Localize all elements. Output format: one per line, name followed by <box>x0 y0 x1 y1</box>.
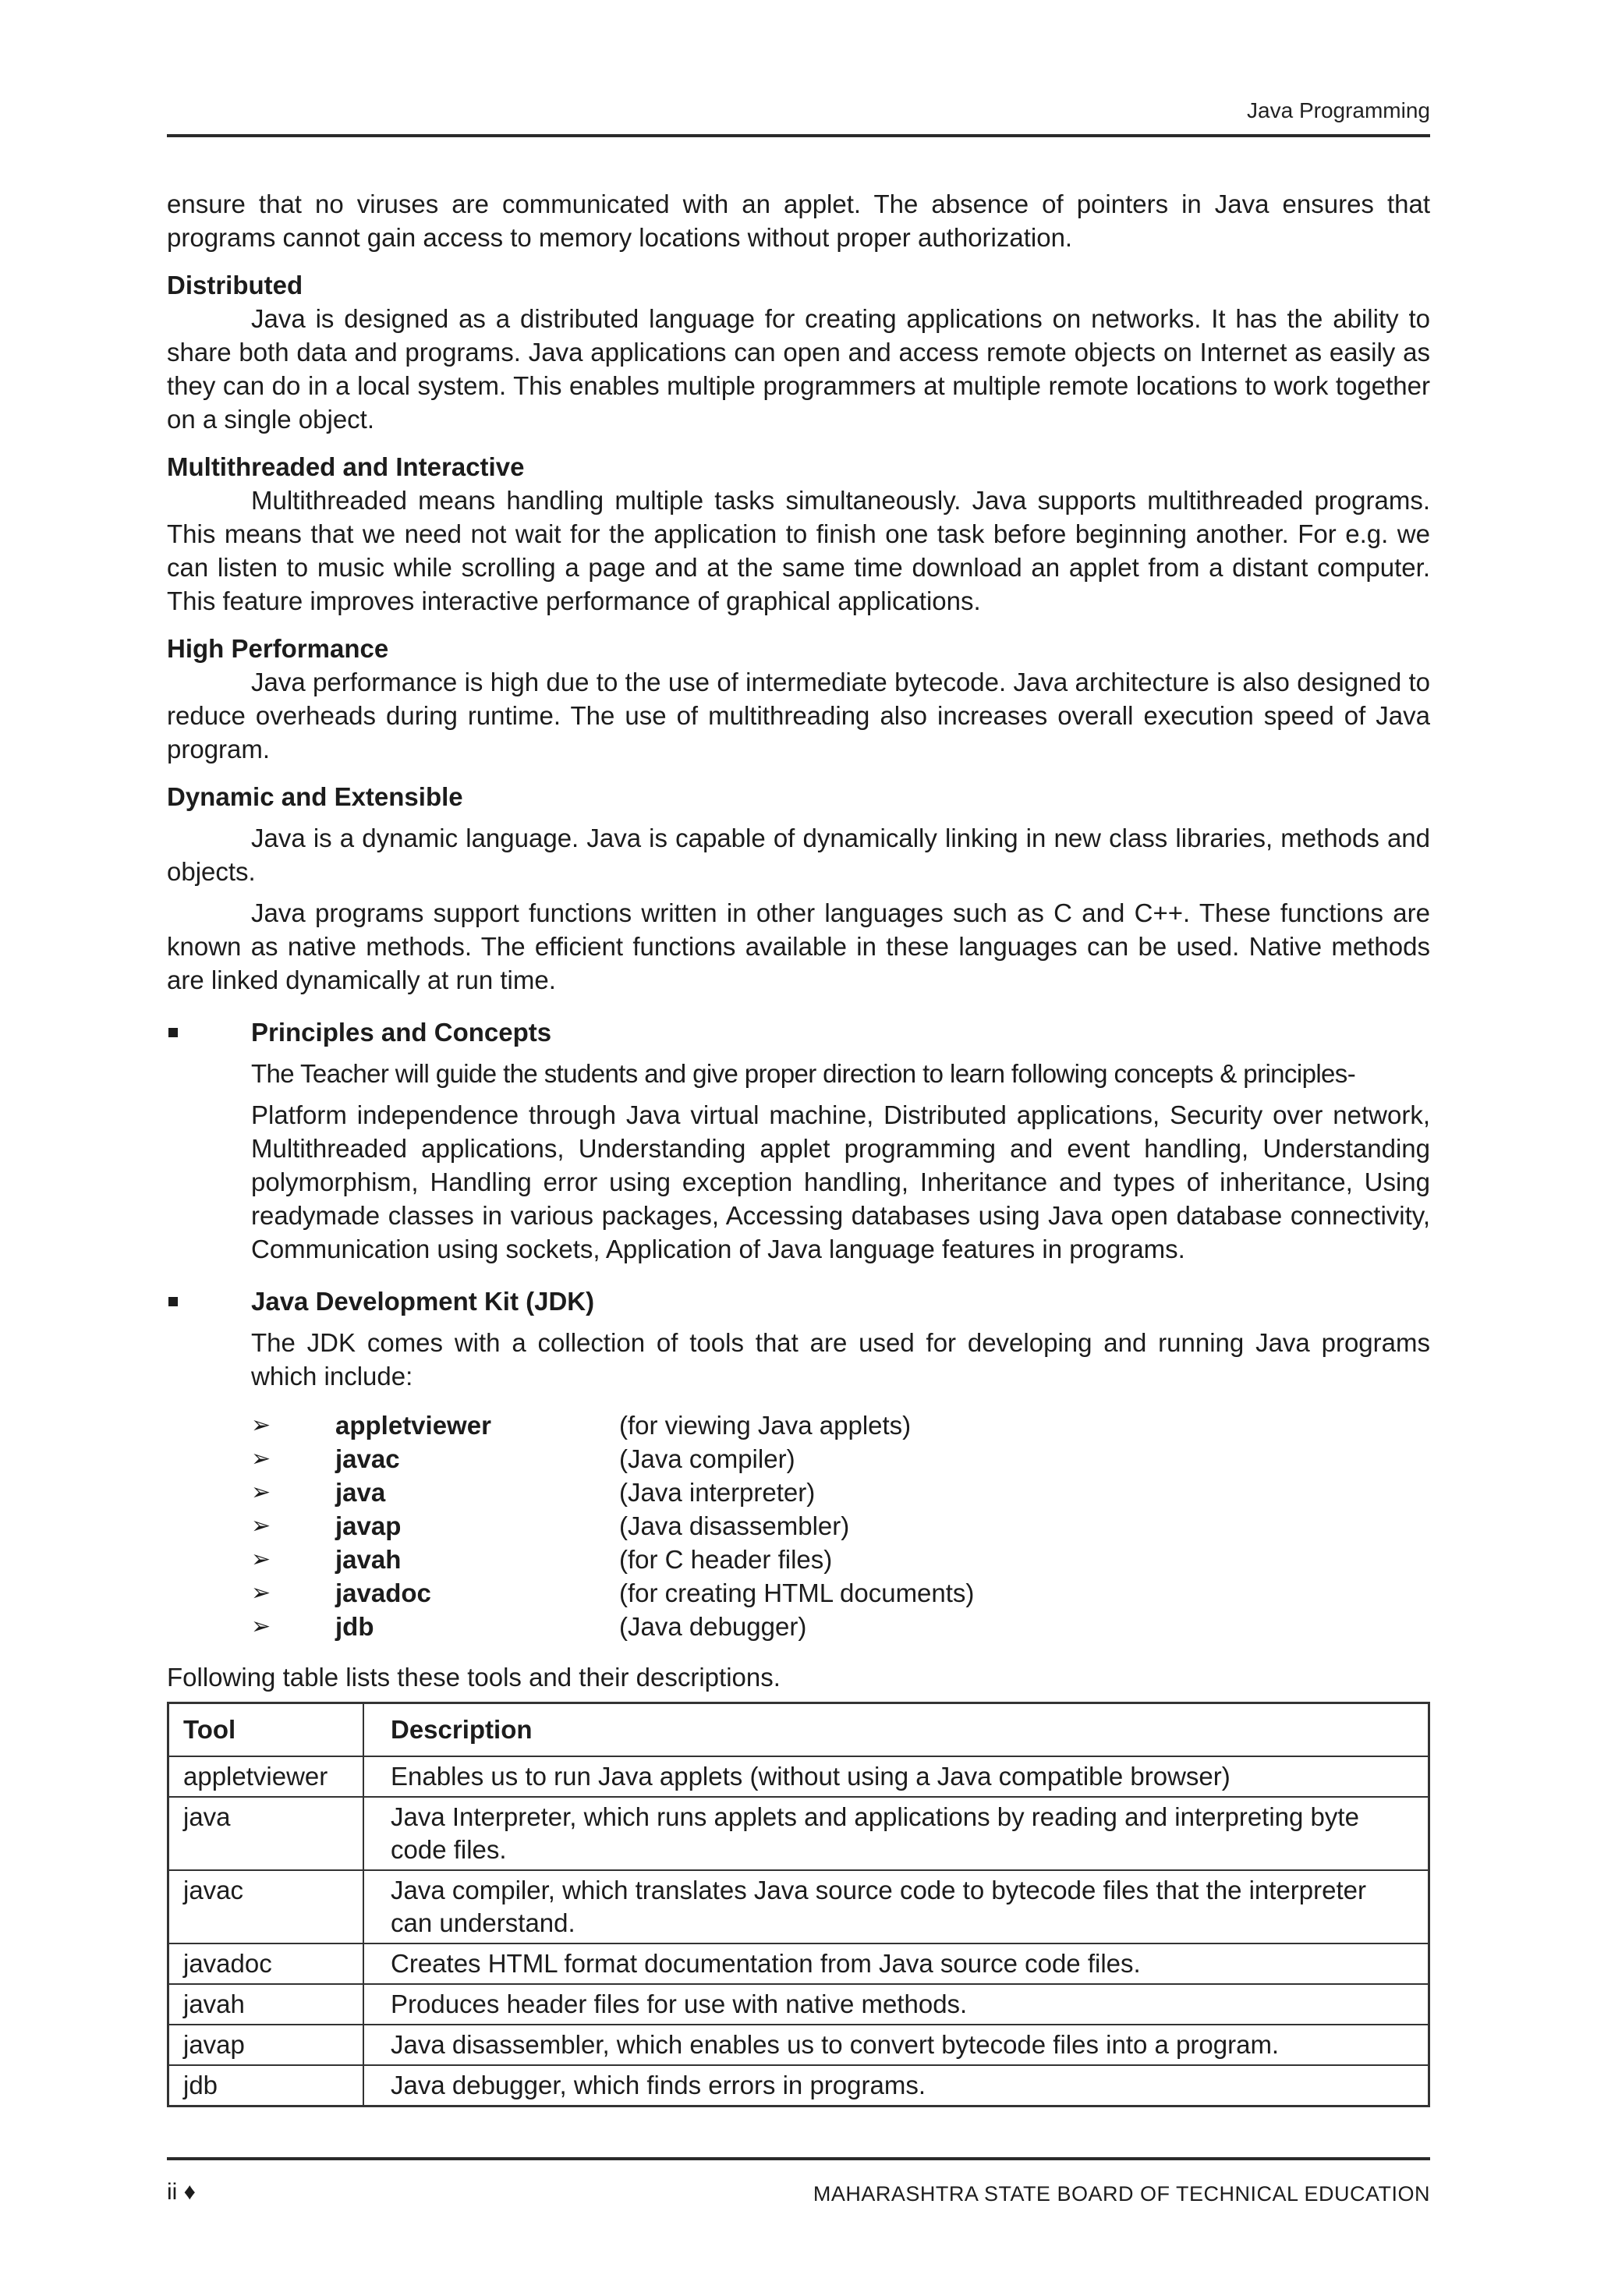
principles-heading-text: Principles and Concepts <box>251 1018 552 1047</box>
table-row <box>168 1943 1429 1984</box>
section-heading-dynamic: Dynamic and Extensible <box>167 782 463 811</box>
tool-name: javadoc <box>335 1578 431 1607</box>
tool-cell: jdb <box>168 2065 364 2106</box>
description-cell: Creates HTML format documentation from Java source code files. <box>363 1943 1429 1984</box>
arrow-bullet-icon: ➢ <box>251 1446 271 1472</box>
tool-desc: (Java debugger) <box>619 1612 807 1641</box>
paragraph-dynamic-1: Java is a dynamic language. Java is capable of dynamically linking in new class libraries, methods and objects. <box>167 824 1430 886</box>
jdk-heading <box>167 1284 1430 1318</box>
tool-name: javah <box>335 1545 402 1574</box>
description-cell: Java debugger, which finds errors in programs. <box>363 2065 1429 2106</box>
tool-cell: javadoc <box>168 1943 364 1984</box>
section-heading-multithreaded: Multithreaded and Interactive <box>167 452 525 481</box>
tool-name: javac <box>335 1444 400 1473</box>
page-footer <box>167 2157 1430 2215</box>
principles-heading <box>167 1015 1430 1049</box>
tool-cell: javah <box>168 1984 364 2025</box>
running-title: Java Programming <box>1247 98 1430 122</box>
arrow-bullet-icon: ➢ <box>251 1547 271 1572</box>
principles-line-2: Platform independence through Java virtual machine, Distributed applications, Security over network, Multithreaded applications, Understanding applet programming and event handling, Understanding polymorphism, Handling error using exception handling, Inheritance and types of inheritance, Using readymade classes in various packages, Accessing databases using Java open database connectivity, Communication using sockets, Application of Java language features in programs. <box>251 1100 1430 1263</box>
table-intro: Following table lists these tools and their descriptions. <box>167 1663 781 1692</box>
table-row <box>168 1984 1429 2025</box>
tool-cell: java <box>168 1797 364 1870</box>
arrow-bullet-icon: ➢ <box>251 1580 271 1606</box>
paragraph-distributed: Java is designed as a distributed language for creating applications on networks. It has the ability to share both data and programs. Java applications can open and access remote objects on Internet as easily as they can do in a local system. This enables multiple programmers at multiple remote locations to work together on a single object. <box>167 304 1430 434</box>
paragraph-dynamic-2: Java programs support functions written in other languages such as C and C++. These functions are known as native methods. The efficient functions available in these languages can be used. Native methods are linked dynamically at run time. <box>167 898 1430 994</box>
section-heading-distributed: Distributed <box>167 271 303 299</box>
arrow-bullet-icon: ➢ <box>251 1614 271 1639</box>
list-item <box>251 1610 1430 1643</box>
list-item <box>251 1576 1430 1610</box>
intro-paragraph: ensure that no viruses are communicated with an applet. The absence of pointers in Java ensures that programs cannot gain access to memory locations without proper authorization. <box>167 190 1430 252</box>
page-body <box>167 187 1430 2107</box>
tool-cell: javap <box>168 2025 364 2065</box>
page-number: ii ♦ <box>167 2179 196 2205</box>
table-header-row <box>168 1703 1429 1757</box>
column-header-tool: Tool <box>168 1703 364 1757</box>
jdk-intro: The JDK comes with a collection of tools that are used for developing and running Java programs which include: <box>251 1328 1430 1391</box>
table-row <box>168 1797 1429 1870</box>
paragraph-high-performance: Java performance is high due to the use of intermediate bytecode. Java architecture is also designed to reduce overheads during runtime. The use of multithreading also increases overall execution speed of Java program. <box>167 668 1430 764</box>
table-row <box>168 1756 1429 1797</box>
principles-line-1: The Teacher will guide the students and give proper direction to learn following concepts & principles- <box>251 1059 1356 1088</box>
square-bullet-icon <box>168 1297 178 1306</box>
tool-name: jdb <box>335 1612 374 1641</box>
square-bullet-icon <box>168 1028 178 1037</box>
list-item <box>251 1509 1430 1543</box>
tool-name: java <box>335 1478 386 1507</box>
description-cell: Produces header files for use with native methods. <box>363 1984 1429 2025</box>
tool-name: javap <box>335 1511 402 1540</box>
tool-desc: (Java compiler) <box>619 1444 795 1473</box>
tool-desc: (for creating HTML documents) <box>619 1578 975 1607</box>
description-cell: Java Interpreter, which runs applets and applications by reading and interpreting byte code files. <box>363 1797 1429 1870</box>
jdk-tool-list <box>167 1408 1430 1643</box>
paragraph-multithreaded: Multithreaded means handling multiple tasks simultaneously. Java supports multithreaded programs. This means that we need not wait for the application to finish one task before beginning another. For e.g. we can listen to music while scrolling a page and at the same time download an applet from a distant computer. This feature improves interactive performance of graphical applications. <box>167 486 1430 615</box>
list-item <box>251 1442 1430 1476</box>
arrow-bullet-icon: ➢ <box>251 1412 271 1438</box>
arrow-bullet-icon: ➢ <box>251 1479 271 1505</box>
tool-desc: (for C header files) <box>619 1545 833 1574</box>
description-cell: Enables us to run Java applets (without using a Java compatible browser) <box>363 1756 1429 1797</box>
tool-desc: (Java interpreter) <box>619 1478 816 1507</box>
principles-body <box>167 1057 1430 1266</box>
tools-table <box>167 1702 1430 2107</box>
jdk-heading-text: Java Development Kit (JDK) <box>251 1287 595 1316</box>
column-header-description: Description <box>363 1703 1429 1757</box>
jdk-body <box>167 1326 1430 1393</box>
description-cell: Java disassembler, which enables us to convert bytecode files into a program. <box>363 2025 1429 2065</box>
list-item <box>251 1543 1430 1576</box>
list-item <box>251 1476 1430 1509</box>
description-cell: Java compiler, which translates Java source code to bytecode files that the interpreter can understand. <box>363 1870 1429 1943</box>
tool-desc: (Java disassembler) <box>619 1511 850 1540</box>
tool-cell: javac <box>168 1870 364 1943</box>
tool-desc: (for viewing Java applets) <box>619 1411 912 1440</box>
list-item <box>251 1408 1430 1442</box>
arrow-bullet-icon: ➢ <box>251 1513 271 1539</box>
footer-organization: MAHARASHTRA STATE BOARD OF TECHNICAL EDUCATION <box>813 2182 1430 2206</box>
tool-name: appletviewer <box>335 1411 491 1440</box>
section-heading-high-performance: High Performance <box>167 634 389 663</box>
running-header <box>167 92 1430 137</box>
tool-cell: appletviewer <box>168 1756 364 1797</box>
table-row <box>168 1870 1429 1943</box>
table-row <box>168 2025 1429 2065</box>
table-row <box>168 2065 1429 2106</box>
